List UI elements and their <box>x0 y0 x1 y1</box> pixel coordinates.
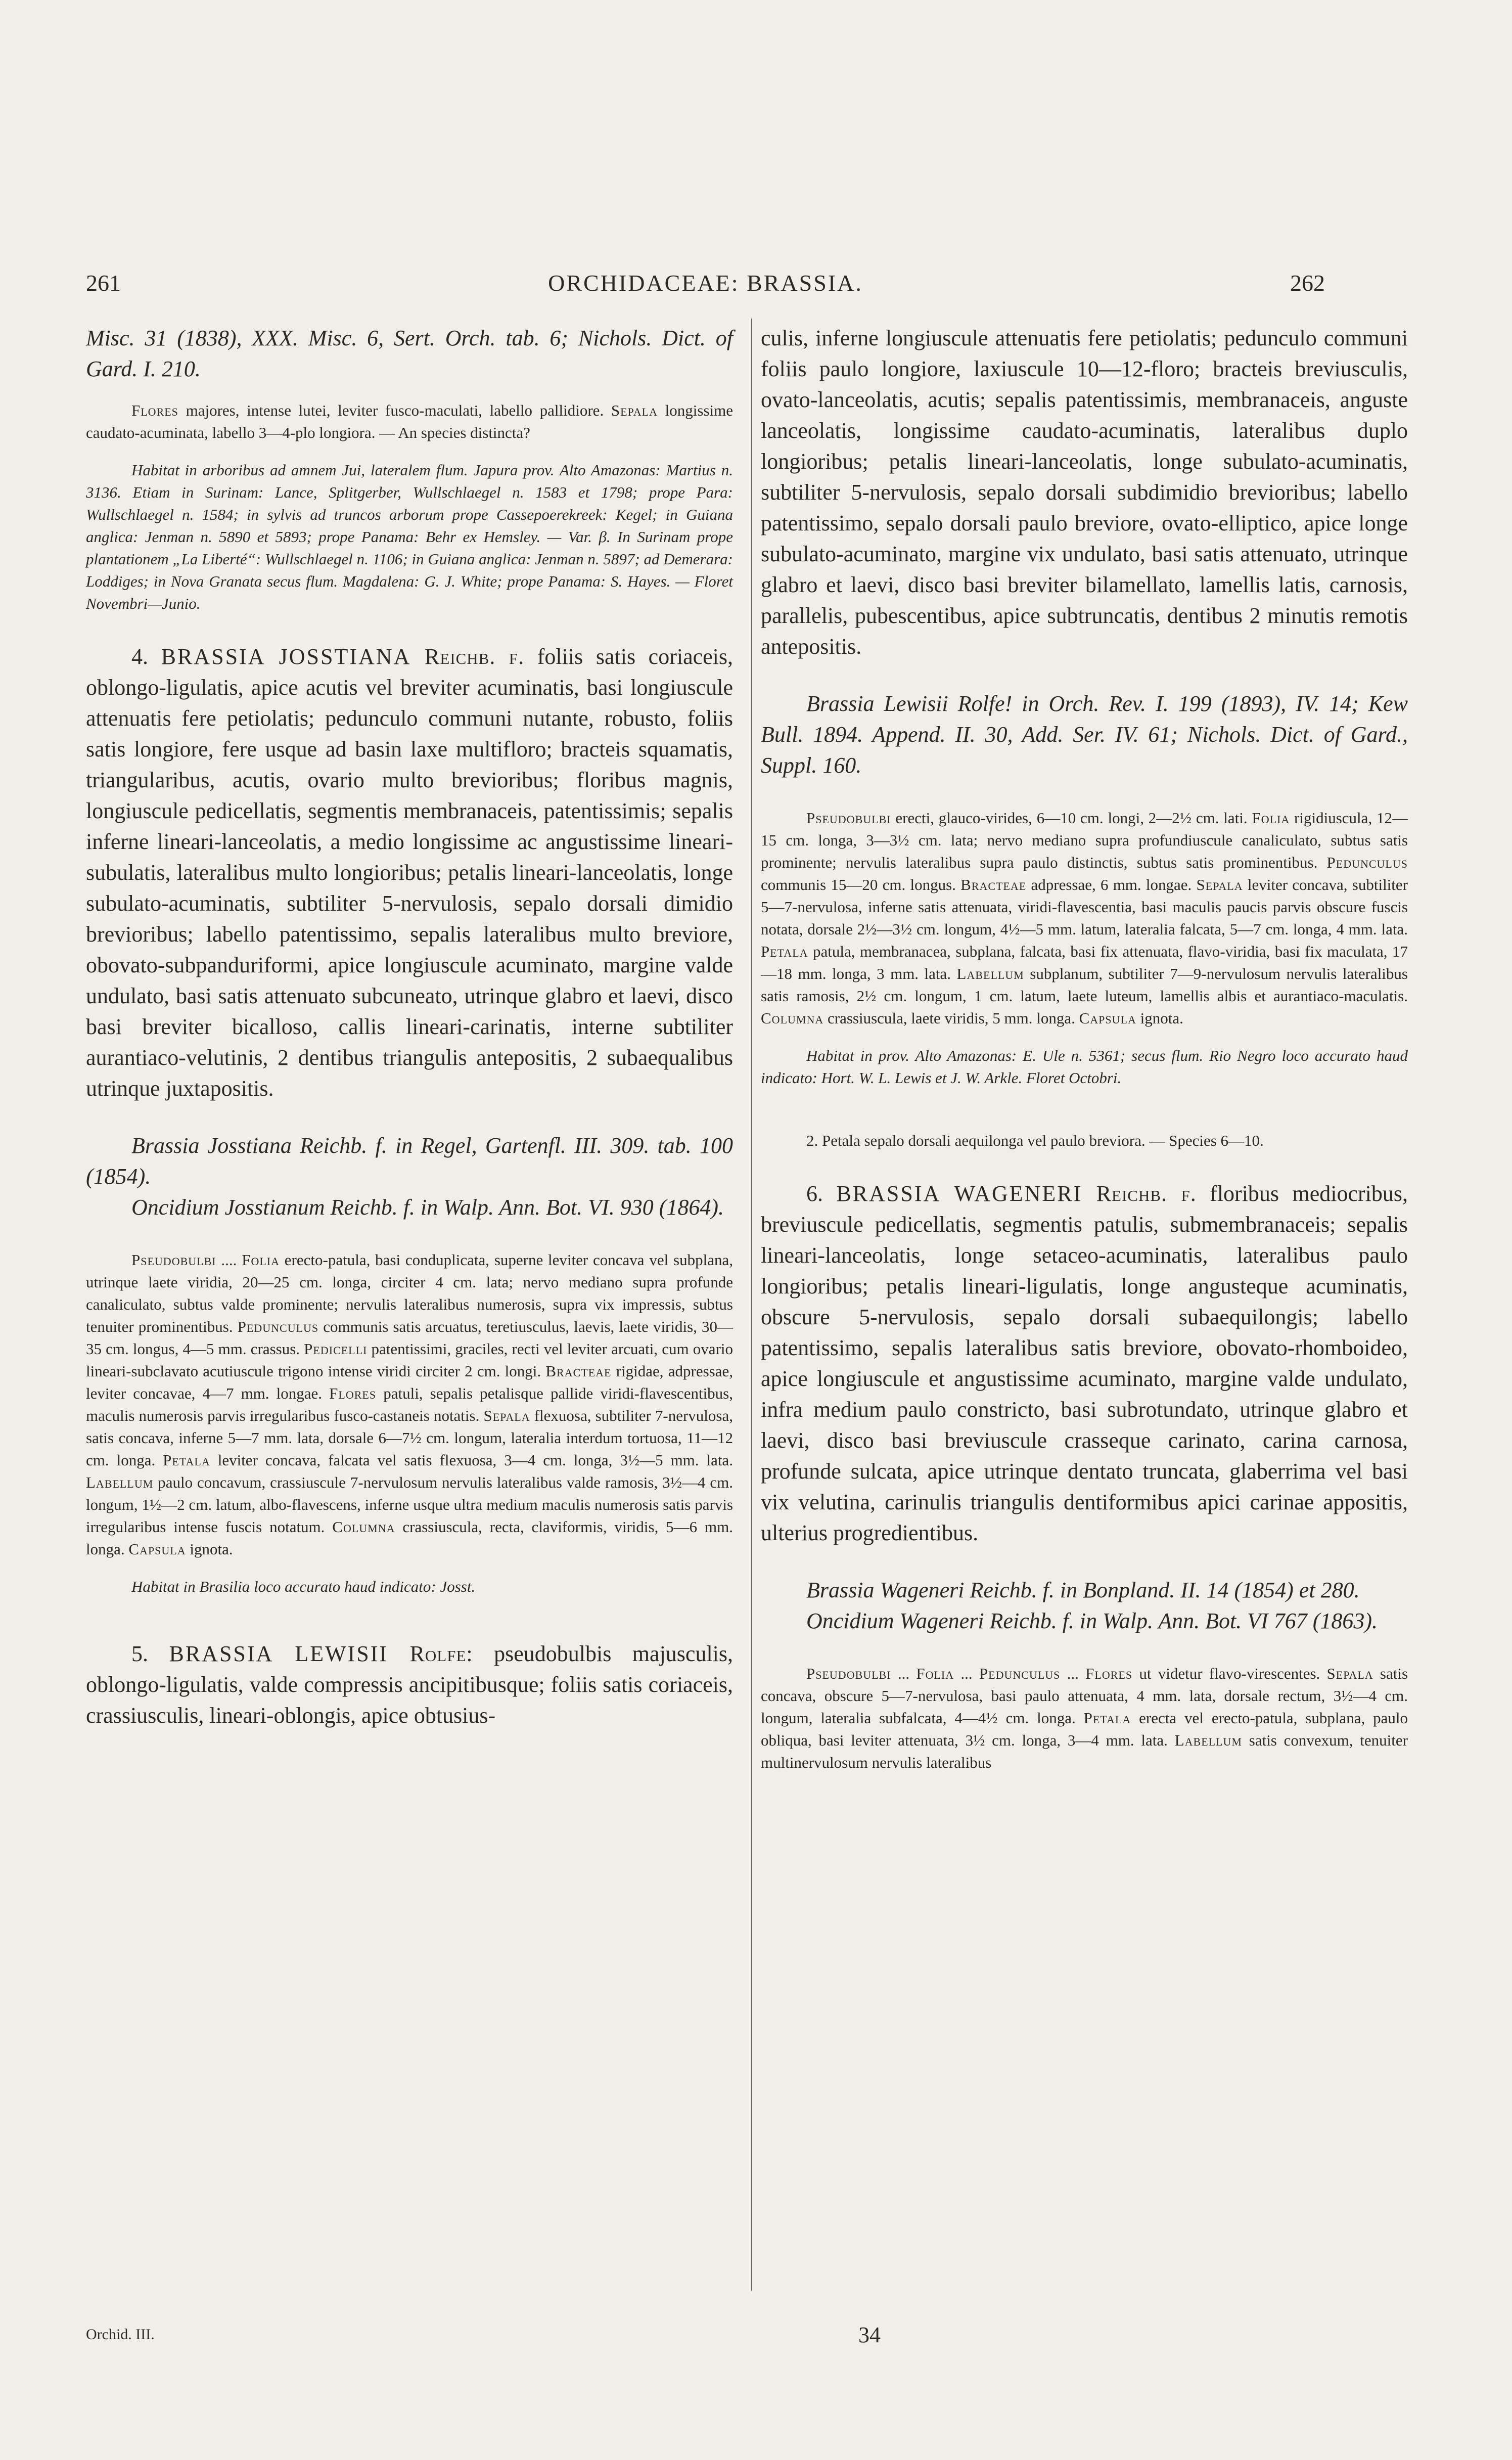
species-5-author: Rolfe: <box>388 1641 473 1666</box>
labellum-text: satis convexum, tenuiter multinervulosum nervulis lateralibus <box>761 1731 1408 1771</box>
species-6-name: BRASSIA WAGENERI <box>836 1181 1083 1206</box>
columna-head: Columna <box>332 1518 395 1536</box>
capsula-text: ignota. <box>1136 1009 1183 1027</box>
species-6-author: Reichb. f. <box>1082 1181 1197 1206</box>
flores-sepala-head: Sepala <box>611 401 658 419</box>
sepala-head: Sepala <box>1326 1665 1373 1682</box>
species-5-habitat: Habitat in prov. Alto Amazonas: E. Ule n. 5361; secus flum. Rio Negro loco accurato haud indicato: Hort. W. L. Lewis et J. W. Arkle. Floret Octobri. <box>761 1047 1408 1087</box>
column-divider <box>751 319 752 2291</box>
species-6-reference-1: Brassia Wageneri Reichb. f. in Bonpland. II. 14 (1854) et 280. <box>806 1578 1360 1602</box>
species-6-diagnosis: floribus mediocribus, breviuscule pedicellatis, segmentis patulis, submembranaceis; sepalis lineari-lanceolatis, longe setaceo-acuminatis, lateralibus paulo longioribus; petalis lineari-ligulatis, longe angusteque acuminatis, obscure 5-nervulosis, sepalo dorsali subaequilongis; labello patentissimo, sepalis lateralibus satis breviore, obovato-rhomboideo, apice longiuscule et angustissime acuminato, margine valde undulato, infra medium paulo constricto, basi subrotundato, utrinque glabro et laevi, disco basi breviuscule crasseque carinato, carina carnosa, profunde sulcata, apice utrinque dentato truncata, glaberrima vel basi vix velutina, carinulis triangulis dentiformibus apici carinae appositis, ulterius progredientibus. <box>761 1181 1408 1545</box>
species-5-diagnosis-continued: culis, inferne longiuscule attenuatis fere petiolatis; pedunculo communi foliis paulo longiore, laxiuscule 10—12-floro; bracteis breviusculis, ovato-lanceolatis, acutis; sepalis patentissimis, membranaceis, anguste lanceolatis, longissime caudato-acuminatis, lateralibus duplo longioribus; petalis lineari-lanceolatis, longe subulato-acuminatis, subtiliter 5-nervulosis, sepalo dorsali subdimidio brevioribus; labello patentissimo, sepalo dorsali paulo breviore, ovato-elliptico, apice longe subulato-acuminato, margine vix undulato, basi satis attenuato, utrinque glabro et laevi, disco basi breviter bilamellato, lamellis latis, carnosis, parallelis, pubescentibus, apice subtruncatis, dentibus 2 minutis remotis antepositis. <box>761 326 1408 659</box>
footer-signature: Orchid. III. <box>86 2326 155 2343</box>
flores-sepala-text: longissime caudato-acuminata, labello 3—4-plo longiora. — An species distincta? <box>86 401 733 441</box>
labellum-head: Labellum <box>956 965 1024 982</box>
pedunculus-text: ... <box>1060 1665 1086 1682</box>
petala-head: Petala <box>761 943 808 960</box>
labellum-head: Labellum <box>86 1473 154 1491</box>
pedunculus-head: Pedunculus <box>1326 854 1408 871</box>
species-4-diagnosis: foliis satis coriaceis, oblongo-ligulatis, apice acutis vel breviter acuminatis, basi longiuscule attenuatis fere petiolatis; pedunculo communi nutante, robusto, foliis satis longiore, fere usque ad basin laxe multifloro; bracteis squamatis, triangularibus, acutis, ovario multo brevioribus; floribus magnis, longiuscule pedicellatis, segmentis membranaceis, patentissimis; sepalis inferne lineari-lanceolatis, a medio longissime ac angustissime lineari-subulatis, lateralibus multo longioribus; petalis lineari-lanceolatis, longe subulato-acuminatis, subtiliter 5-nervulosis, sepalo dorsali dimidio brevioribus; labello patentissimo, sepalis lateralibus multo breviore, obovato-subpanduriformi, apice longiuscule acuminato, margine valde undulato, basi satis attenuato subcuneato, utrinque glabro et laevi, disco basi breviter bicalloso, callis lineari-carinatis, interne subtiliter aurantiaco-velutinis, 2 dentibus triangulis antepositis, 2 subaequalibus utrinque juxtapositis. <box>86 644 734 1101</box>
species-4-habitat: Habitat in Brasilia loco accurato haud indicato: Josst. <box>131 1578 476 1595</box>
sepala-head: Sepala <box>483 1407 530 1424</box>
columna-text: crassiuscula, laete viridis, 5 mm. longa. <box>823 1009 1079 1027</box>
reference-continued: Misc. 31 (1838), XXX. Misc. 6, Sert. Orch. tab. 6; Nichols. Dict. of Gard. I. 210. <box>86 326 733 381</box>
flores-note <box>86 399 733 444</box>
flores-text: majores, intense lutei, leviter fusco-maculati, labello pallidiore. <box>178 401 611 419</box>
pseudobulbi-head: Pseudobulbi <box>806 1665 891 1682</box>
columna-text: crassiuscula, recta, claviformis, viridis, 5—6 mm. longa. <box>86 1518 733 1558</box>
petala-head: Petala <box>1083 1709 1131 1727</box>
pedunculus-head: Pedunculus <box>237 1318 319 1335</box>
pseudobulbi-head: Pseudobulbi <box>806 809 891 827</box>
running-title: ORCHIDACEAE: BRASSIA. <box>548 270 863 296</box>
pedunculus-head: Pedunculus <box>979 1665 1061 1682</box>
pedunculus-text: communis 15—20 cm. longus. <box>761 876 961 893</box>
petala-text: patula, membranacea, subplana, falcata, basi fix attenuata, flavo-viridia, basi fix maculata, 17—18 mm. longa, 3 mm. lata. <box>761 943 1408 982</box>
pseudobulbi-text: .... <box>216 1251 242 1269</box>
species-4-reference-2: Oncidium Josstianum Reichb. f. in Walp. Ann. Bot. VI. 930 (1864). <box>131 1195 724 1220</box>
petala-text: erecta vel erecto-patula, subplana, paulo obliqua, basi leviter attenuata, 3½ cm. longa, 3—4 mm. lata. <box>761 1709 1408 1749</box>
page-number-right: 262 <box>1290 270 1325 296</box>
bracteae-head: Bracteae <box>960 876 1027 893</box>
columna-head: Columna <box>761 1009 824 1027</box>
pedicelli-head: Pedicelli <box>304 1340 368 1358</box>
folia-text: rigidiuscula, 12—15 cm. longa, 3—3½ cm. lata; nervo mediano supra profundiuscule canaliculato, subtus satis prominente; nervulis lateralibus supra paulo distinctis, subtus satis prominentibus. <box>761 809 1408 871</box>
species-4-description <box>86 641 733 1104</box>
habitat-paragraph: Habitat in arboribus ad amnem Jui, lateralem flum. Japura prov. Alto Amazonas: Martius n. 3136. Etiam in Surinam: Lance, Splitgerber, Wullschlaegel n. 1583 et 1798; prope Para: Wullschlaegel n. 1584; in sylvis ad truncos arborum prope Cassepoerekreek: Kegel; in Guiana anglica: Jenman n. 5890 et 5893; prope Panama: Behr ex Hemsley. — Var. β. In Surinam prope plantationem „La Liberté“: Wullschlaegel n. 1106; in Guiana anglica: Jenman n. 5897; ad Demerara: Loddiges; in Nova Granata secus flum. Magdalena: G. J. White; prope Panama: S. Hayes. — Floret Novembri—Junio. <box>86 461 733 612</box>
species-4-number: 4. <box>131 644 161 669</box>
sepala-head: Sepala <box>1196 876 1243 893</box>
flores-head: Flores <box>1085 1665 1133 1682</box>
species-6-description <box>761 1178 1408 1548</box>
species-6-reference-2: Oncidium Wageneri Reichb. f. in Walp. Ann. Bot. VI 767 (1863). <box>806 1608 1378 1633</box>
flores-text: ut videtur flavo-virescentes. <box>1132 1665 1327 1682</box>
bracteae-text: adpressae, 6 mm. longae. <box>1026 876 1197 893</box>
folia-text: erecto-patula, basi conduplicata, superne leviter concava vel subplana, utrinque laete viridia, 20—25 cm. longa, circiter 4 cm. lata; nervo mediano supra profunde canaliculato, subtus valde prominente; nervulis lateralibus numerosis, supra vix impressis, subtus tenuiter prominentibus. <box>86 1251 733 1335</box>
species-6-number: 6. <box>806 1181 837 1206</box>
species-4-author: Reichb. f. <box>411 644 525 669</box>
species-5-number: 5. <box>131 1641 169 1666</box>
bracteae-text: rigidae, adpressae, leviter concavae, 4—7 mm. longae. <box>86 1362 733 1402</box>
species-5-description <box>86 1638 733 1731</box>
species-4-reference-1: Brassia Josstiana Reichb. f. in Regel, Gartenfl. III. 309. tab. 100 (1854). <box>86 1133 733 1189</box>
pedunculus-text: communis satis arcuatus, teretiusculus, laevis, laete viridis, 30—35 cm. longus, 4—5 mm. crassus. <box>86 1318 733 1358</box>
flores-head: Flores <box>131 401 178 419</box>
flores-text: patuli, sepalis petalisque pallide viridi-flavescentibus, maculis numerosis parvis irregularibus fusco-castaneis notatis. <box>86 1384 733 1424</box>
species-6-details <box>761 1663 1408 1774</box>
flores-head: Flores <box>329 1384 377 1402</box>
key-note: 2. Petala sepalo dorsali aequilonga vel paulo breviora. — Species 6—10. <box>806 1132 1264 1149</box>
species-5-details <box>761 807 1408 1030</box>
labellum-text: subplanum, subtiliter 7—9-nervulosum nervulis lateralibus satis ramosis, 2½ cm. longum, 1 cm. latum, laete luteum, lamellis albis et aurantiaco-maculatis. <box>761 965 1408 1005</box>
pedicelli-text: patentissimi, graciles, recti vel leviter arcuati, cum ovario lineari-subclavato acutiuscule trigono intense viridi circiter 2 cm. longi. <box>86 1340 734 1380</box>
bracteae-head: Bracteae <box>545 1362 612 1380</box>
species-4-name: BRASSIA JOSSTIANA <box>161 644 411 669</box>
labellum-text: paulo concavum, crassiuscule 7-nervulosum nervulis lateralibus valde ramosis, 3½—4 cm. longum, 1½—2 cm. latum, albo-flavescens, inferne usque ultra medium maculis numerosis satis parvis irregularibus intense fuscis notatum. <box>86 1473 733 1536</box>
footer-sheet-number: 34 <box>858 2322 881 2347</box>
folia-head: Folia <box>242 1251 280 1269</box>
sepala-text: flexuosa, subtiliter 7-nervulosa, satis concava, inferne 5—7 mm. lata, dorsale 6—7½ cm. longum, lateralia interdum tortuosa, 11—12 cm. longa. <box>86 1407 733 1469</box>
labellum-head: Labellum <box>1174 1731 1242 1749</box>
capsula-head: Capsula <box>1079 1009 1136 1027</box>
petala-head: Petala <box>163 1451 210 1469</box>
petala-text: leviter concava, falcata vel satis flexuosa, 3—4 cm. longa, 3½—5 mm. lata. <box>210 1451 733 1469</box>
pseudobulbi-text: erecti, glauco-virides, 6—10 cm. longi, 2—2½ cm. lati. <box>891 809 1252 827</box>
left-column <box>86 323 733 1731</box>
pseudobulbi-head: Pseudobulbi <box>131 1251 216 1269</box>
species-5-reference: Brassia Lewisii Rolfe! in Orch. Rev. I. 199 (1893), IV. 14; Kew Bull. 1894. Append. II. 30, Add. Ser. IV. 61; Nichols. Dict. of Gard., Suppl. 160. <box>761 691 1408 778</box>
sepala-text: satis concava, obscure 5—7-nervulosa, basi paulo attenuata, 4 mm. lata, dorsale rectum, 3½—4 cm. longum, lateralia subfalcata, 4—4½ cm. longa. <box>761 1665 1408 1727</box>
species-4-details <box>86 1249 733 1560</box>
folia-head: Folia <box>1252 809 1290 827</box>
species-5-name: BRASSIA LEWISII <box>169 1641 389 1666</box>
right-column <box>761 323 1408 1774</box>
capsula-text: ignota. <box>186 1540 233 1558</box>
page-number-left: 261 <box>86 270 121 296</box>
capsula-head: Capsula <box>128 1540 186 1558</box>
folia-text: ... <box>954 1665 979 1682</box>
species-5-diagnosis: pseudobulbis majusculis, oblongo-ligulatis, valde compressis ancipitibusque; foliis satis coriaceis, crassiusculis, lineari-oblongis, apice obtusius- <box>86 1641 734 1728</box>
sepala-text: leviter concava, subtiliter 5—7-nervulosa, inferne satis attenuata, viridi-flavescentia, basi maculis paucis parvis obscure fuscis notata, dorsale 2½—3½ cm. longum, 4½—5 mm. latum, lateralia falcata, 5—7 cm. longa, 4 mm. lata. <box>761 876 1408 938</box>
pseudobulbi-text: ... <box>891 1665 917 1682</box>
folia-head: Folia <box>916 1665 954 1682</box>
running-header <box>86 270 1325 300</box>
